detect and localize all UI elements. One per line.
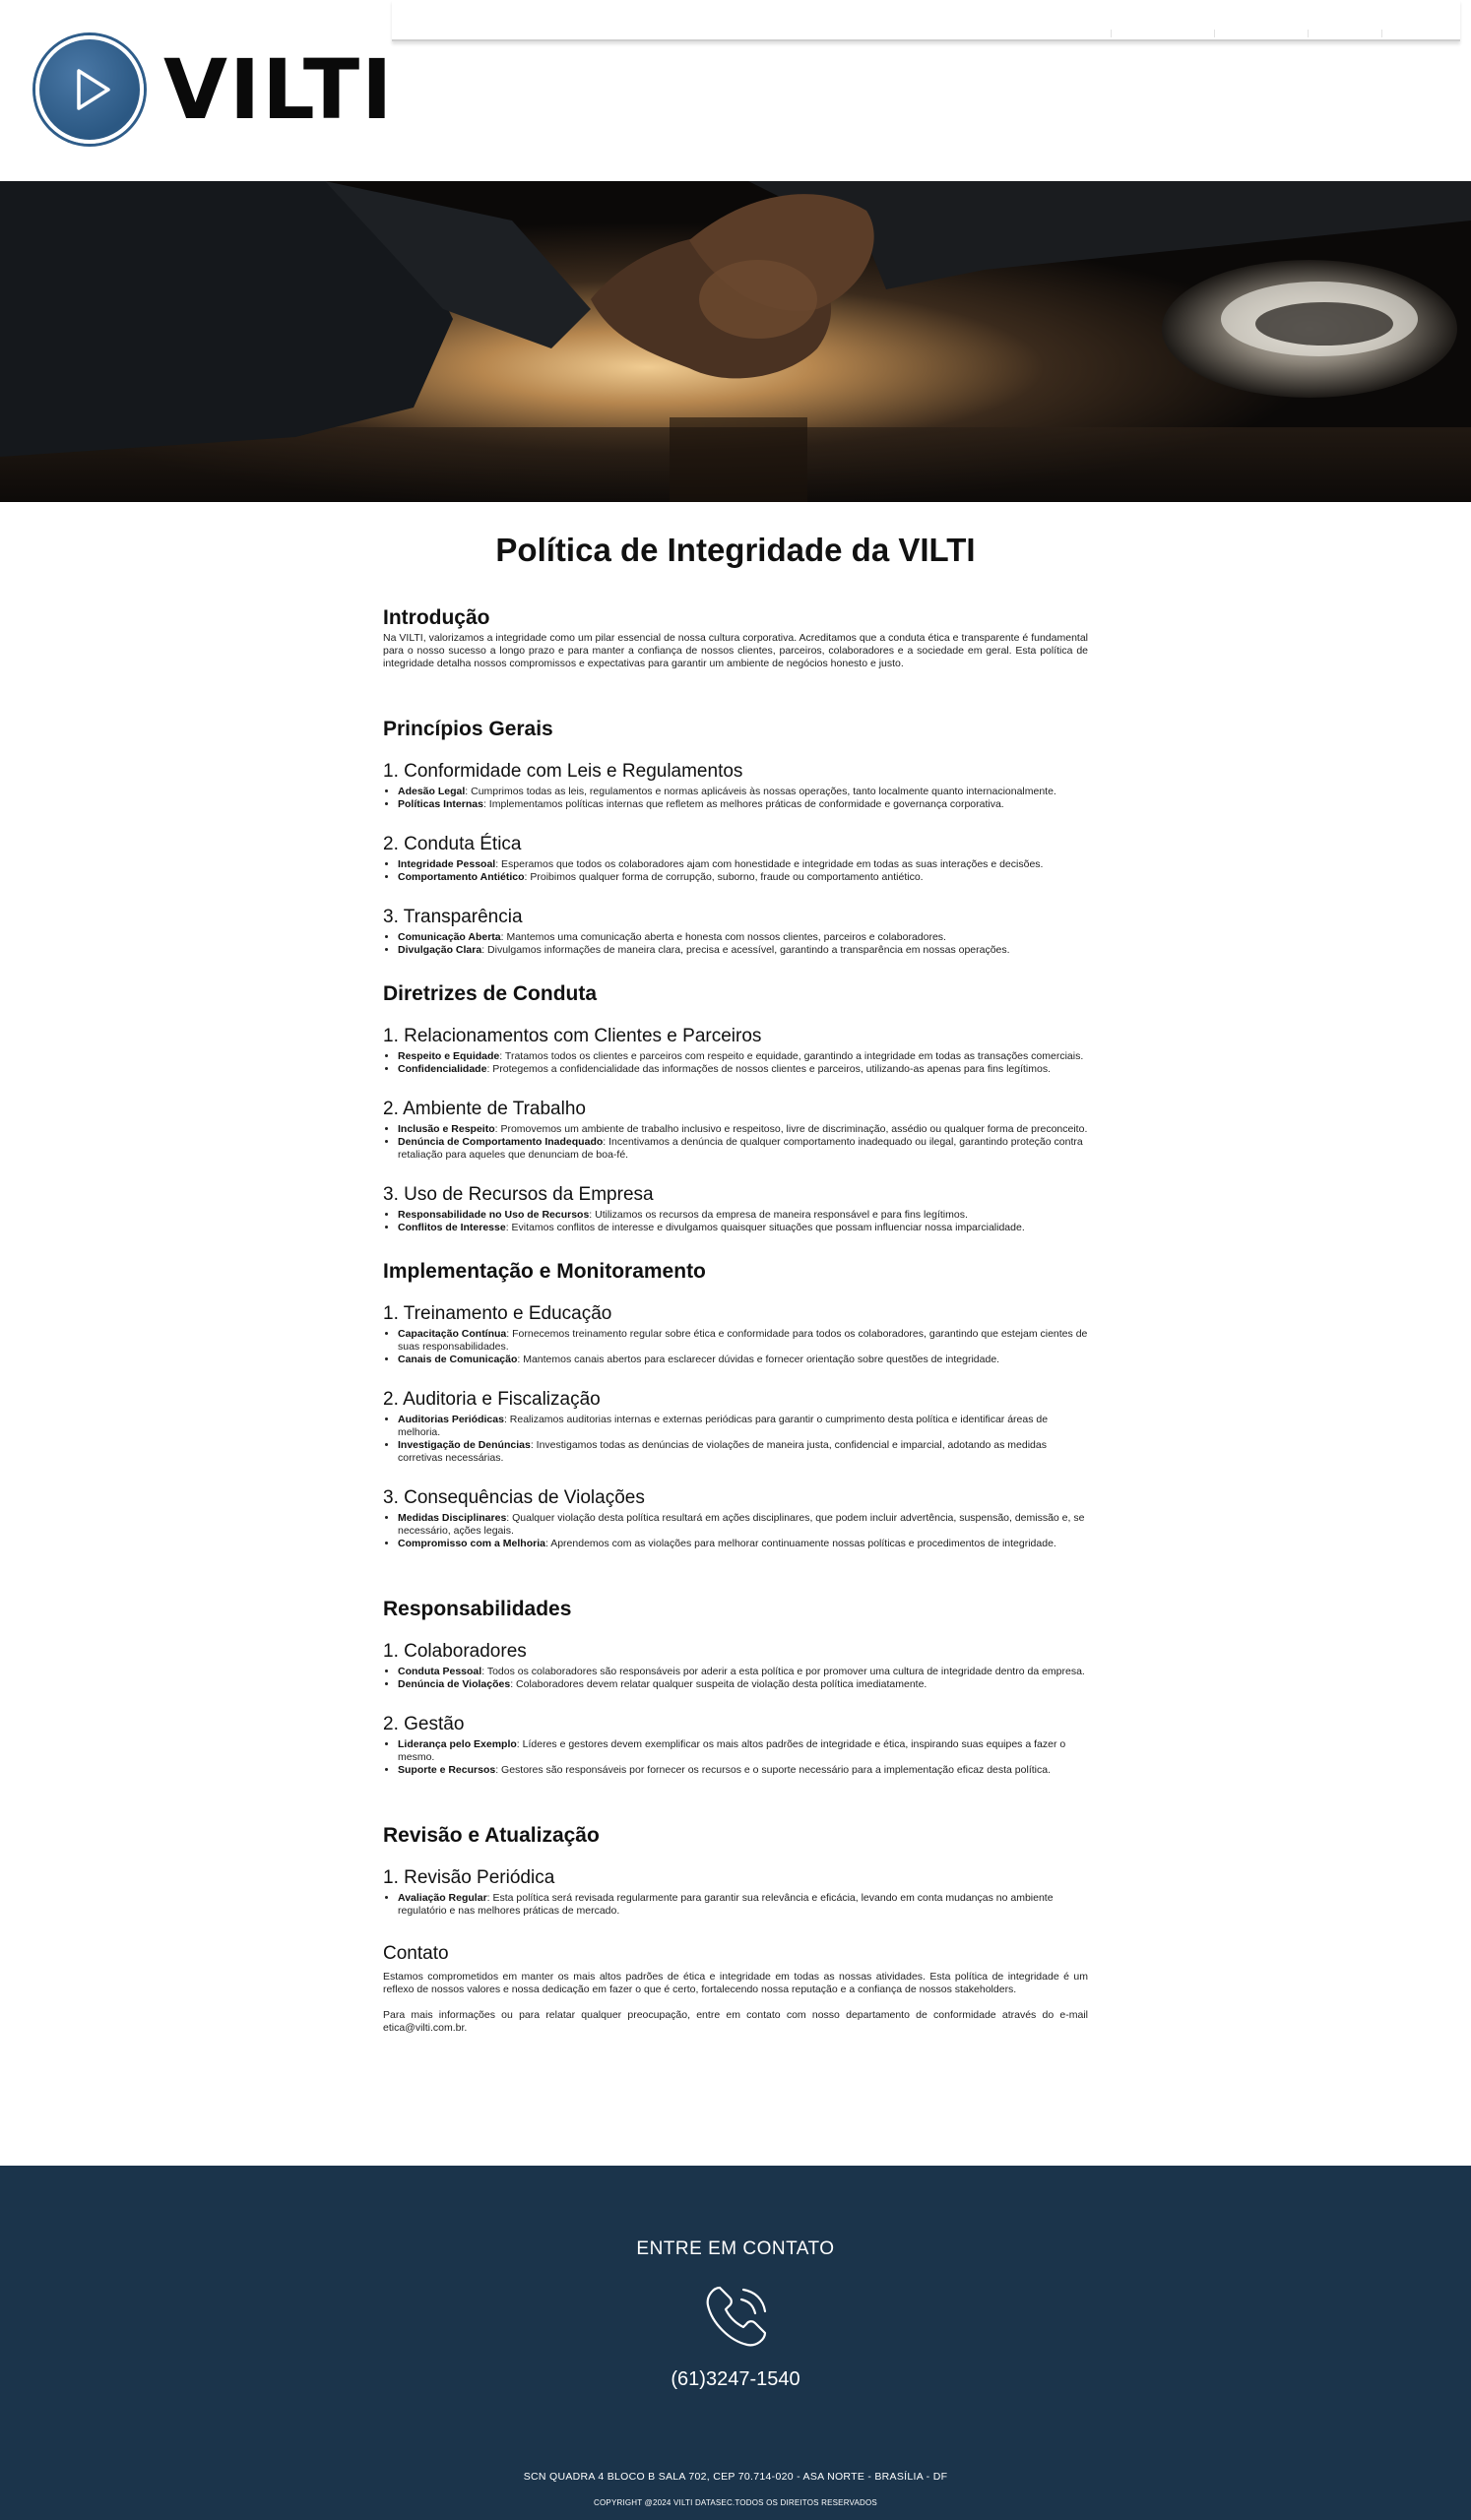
brand-name: VILTI xyxy=(163,41,395,138)
subsection xyxy=(383,1303,1088,1366)
page-title: Política de Integridade da VILTI xyxy=(495,532,976,568)
section-implementacao-e-monitoramento xyxy=(383,1260,1088,1550)
section-heading: Revisão e Atualização xyxy=(383,1824,600,1847)
top-navigation-bar xyxy=(392,0,1460,41)
policy-content xyxy=(383,502,1088,2035)
contact-heading: Contato xyxy=(383,1943,449,1964)
brand-logo[interactable] xyxy=(35,35,394,144)
nav-divider xyxy=(1308,30,1309,37)
list-item: • Divulgação Clara: Divulgamos informações de maneira clara, precisa e acessível, garantindo a transparência em nossas operações. xyxy=(398,944,1088,957)
site-footer xyxy=(0,2166,1471,2520)
subsection-title: 3. Transparência xyxy=(383,907,523,927)
phone-icon[interactable] xyxy=(698,2280,773,2355)
list-item: • Políticas Internas: Implementamos políticas internas que refletem as melhores práticas de conformidade e governança corporativa. xyxy=(398,798,1088,811)
list-item: • Confidencialidade: Protegemos a confidencialidade das informações de nossos clientes e parceiros, utilizando-as apenas para fins legítimos. xyxy=(398,1063,1088,1076)
section-diretrizes-de-conduta xyxy=(383,982,1088,1234)
list-item: • Conduta Pessoal: Todos os colaboradores são responsáveis por aderir a esta política e por promover uma cultura de integridade dentro da empresa. xyxy=(398,1666,1088,1678)
list-item: • Integridade Pessoal: Esperamos que todos os colaboradores ajam com honestidade e integridade em todas as suas interações e decisões. xyxy=(398,858,1088,871)
subsection xyxy=(383,1026,1088,1076)
subsection-title: 2. Ambiente de Trabalho xyxy=(383,1099,586,1119)
list-item: • Comportamento Antiético: Proibimos qualquer forma de corrupção, suborno, fraude ou comportamento antiético. xyxy=(398,871,1088,884)
contact-email-text[interactable]: Para mais informações ou para relatar qualquer preocupação, entre em contato com nosso departamento de conformidade através do e-mail etica@vilti.com.br. xyxy=(383,2009,1088,2034)
list-item: • Suporte e Recursos: Gestores são responsáveis por fornecer os recursos e o suporte necessário para a implementação eficaz desta política. xyxy=(398,1764,1088,1777)
list-item: • Compromisso com a Melhoria: Aprendemos com as violações para melhorar continuamente nossas políticas e procedimentos de integridade. xyxy=(398,1538,1088,1550)
intro-heading: Introdução xyxy=(383,606,490,629)
list-item: • Medidas Disciplinares: Qualquer violação desta política resultará em ações disciplinares, que podem incluir advertência, suspensão, demissão e, se necessário, ações legais. xyxy=(398,1512,1088,1538)
intro-section xyxy=(383,606,1088,670)
section-heading: Implementação e Monitoramento xyxy=(383,1260,706,1283)
section-revisao-e-atualizacao xyxy=(383,1824,1088,1918)
section-heading: Diretrizes de Conduta xyxy=(383,982,598,1005)
intro-text: Na VILTI, valorizamos a integridade como um pilar essencial de nossa cultura corporativa. Acreditamos que a conduta ética e transparente é fundamental para o nosso sucesso a longo prazo e para manter a confiança de nossos clientes, parceiros, colaboradores e a sociedade em geral. Esta política de integridade detalha nossos compromissos e expectativas para garantir um ambiente de negócios honesto e justo. xyxy=(383,632,1088,669)
nav-divider xyxy=(1381,30,1382,37)
subsection xyxy=(383,761,1088,811)
hero-image xyxy=(0,181,1471,502)
section-heading: Responsabilidades xyxy=(383,1598,572,1620)
contact-section xyxy=(383,1943,1088,2035)
section-principios-gerais xyxy=(383,718,1088,957)
list-item: • Capacitação Contínua: Fornecemos treinamento regular sobre ética e conformidade para todos os colaboradores, garantindo que estejam cientes de suas responsabilidades. xyxy=(398,1328,1088,1354)
footer-phone-number[interactable]: (61)3247-1540 xyxy=(671,2368,800,2390)
subsection xyxy=(383,1641,1088,1691)
subsection-title: 2. Conduta Ética xyxy=(383,834,522,854)
play-circle-icon xyxy=(35,35,144,144)
section-heading: Princípios Gerais xyxy=(383,718,553,740)
list-item: • Comunicação Aberta: Mantemos uma comunicação aberta e honesta com nossos clientes, parceiros e colaboradores. xyxy=(398,931,1088,944)
list-item: • Respeito e Equidade: Tratamos todos os clientes e parceiros com respeito e equidade, garantindo a integridade em todas as transações comerciais. xyxy=(398,1050,1088,1063)
subsection xyxy=(383,907,1088,957)
subsection xyxy=(383,834,1088,884)
footer-copyright: COPYRIGHT @2024 VILTI DATASEC.TODOS OS DIREITOS RESERVADOS xyxy=(594,2498,877,2507)
subsection-title: 1. Treinamento e Educação xyxy=(383,1303,612,1324)
list-item: • Conflitos de Interesse: Evitamos conflitos de interesse e divulgamos quaisquer situações que possam influenciar nossa imparcialidade. xyxy=(398,1222,1088,1234)
list-item: • Adesão Legal: Cumprimos todas as leis, regulamentos e normas aplicáveis às nossas operações, tanto localmente quanto internacionalmente. xyxy=(398,786,1088,798)
footer-title: ENTRE EM CONTATO xyxy=(636,2238,835,2259)
subsection-title: 2. Gestão xyxy=(383,1714,465,1734)
list-item: • Avaliação Regular: Esta política será revisada regularmente para garantir sua relevância e eficácia, levando em conta mudanças no ambiente regulatório e nas melhores práticas de mercado. xyxy=(398,1892,1088,1918)
handshake-photo xyxy=(0,181,1471,502)
list-item: • Responsabilidade no Uso de Recursos: Utilizamos os recursos da empresa de maneira responsável e para fins legítimos. xyxy=(398,1209,1088,1222)
subsection-title: 1. Revisão Periódica xyxy=(383,1867,555,1888)
list-item: • Auditorias Periódicas: Realizamos auditorias internas e externas periódicas para garantir o cumprimento desta política e identificar áreas de melhoria. xyxy=(398,1414,1088,1439)
list-item: • Denúncia de Comportamento Inadequado: Incentivamos a denúncia de qualquer comportamento inadequado ou ilegal, garantindo proteção contra retaliação para aqueles que denunciam de boa-fé. xyxy=(398,1136,1088,1162)
footer-address: SCN QUADRA 4 BLOCO B SALA 702, CEP 70.714-020 - ASA NORTE - BRASÍLIA - DF xyxy=(523,2471,948,2483)
list-item: • Liderança pelo Exemplo: Líderes e gestores devem exemplificar os mais altos padrões de integridade e ética, inspirando suas equipes a fazer o mesmo. xyxy=(398,1738,1088,1764)
subsection xyxy=(383,1867,1088,1918)
subsection-title: 2. Auditoria e Fiscalização xyxy=(383,1389,601,1410)
nav-divider xyxy=(1111,30,1112,37)
subsection-title: 1. Colaboradores xyxy=(383,1641,527,1662)
list-item: • Inclusão e Respeito: Promovemos um ambiente de trabalho inclusivo e respeitoso, livre de discriminação, assédio ou qualquer forma de preconceito. xyxy=(398,1123,1088,1136)
contact-text: Estamos comprometidos em manter os mais altos padrões de ética e integridade em todas as nossas atividades. Esta política de integridade é um reflexo de nossos valores e nossa dedicação em fazer o que é certo, fortalecendo nossa reputação e a confiança de nossos stakeholders. xyxy=(383,1971,1088,1995)
subsection xyxy=(383,1389,1088,1465)
list-item: • Denúncia de Violações: Colaboradores devem relatar qualquer suspeita de violação desta política imediatamente. xyxy=(398,1678,1088,1691)
section-responsabilidades xyxy=(383,1598,1088,1777)
subsection-title: 1. Conformidade com Leis e Regulamentos xyxy=(383,761,743,782)
list-item: • Canais de Comunicação: Mantemos canais abertos para esclarecer dúvidas e fornecer orientação sobre questões de integridade. xyxy=(398,1354,1088,1366)
subsection xyxy=(383,1184,1088,1234)
subsection xyxy=(383,1487,1088,1550)
site-header xyxy=(0,0,1471,181)
subsection-title: 3. Consequências de Violações xyxy=(383,1487,645,1508)
subsection-title: 3. Uso de Recursos da Empresa xyxy=(383,1184,654,1205)
subsection-title: 1. Relacionamentos com Clientes e Parceiros xyxy=(383,1026,762,1046)
list-item: • Investigação de Denúncias: Investigamos todas as denúncias de violações de maneira justa, confidencial e imparcial, adotando as medidas corretivas necessárias. xyxy=(398,1439,1088,1465)
subsection xyxy=(383,1099,1088,1162)
subsection xyxy=(383,1714,1088,1777)
nav-divider xyxy=(1214,30,1215,37)
